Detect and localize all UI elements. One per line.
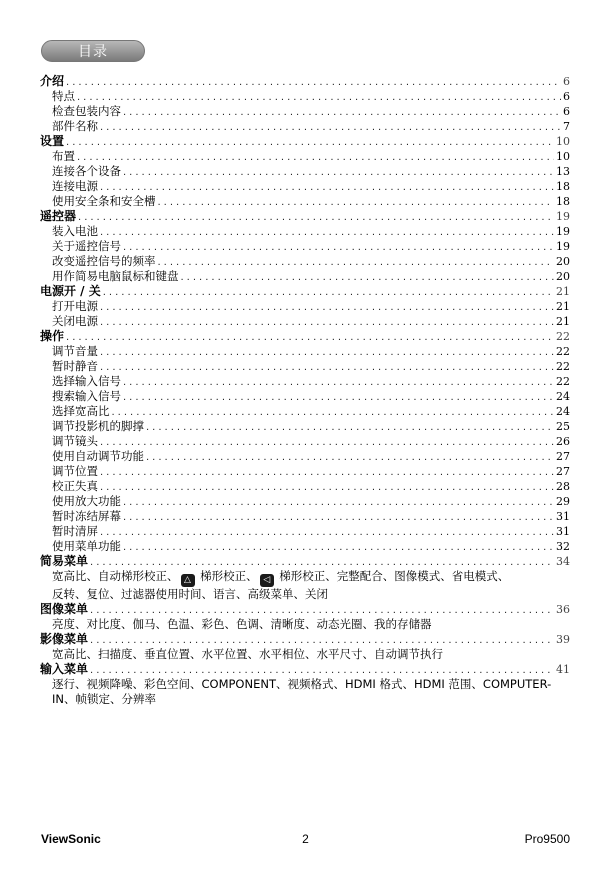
picture-menu-description: 亮度、对比度、伽马、色温、彩色、色调、清晰度、动态光圈、我的存储器: [52, 617, 432, 631]
toc-section-operation[interactable]: [40, 329, 570, 344]
dot-leader: [100, 225, 554, 240]
page-number: 19: [556, 210, 570, 223]
toc-item[interactable]: [40, 224, 570, 239]
toc-item[interactable]: [40, 494, 570, 509]
easy-menu-description-line2: 反转、复位、过滤器使用时间、语言、高级菜单、关闭: [52, 587, 328, 601]
page-number: 27: [556, 465, 570, 478]
dot-leader: [158, 195, 555, 210]
dot-leader: [77, 150, 554, 165]
section-title: 电源开 / 关: [40, 284, 101, 298]
page-number: 22: [556, 330, 570, 343]
page-number: 19: [556, 225, 570, 238]
page-number: 21: [556, 300, 570, 313]
dot-leader: [112, 405, 555, 420]
dot-leader: [100, 345, 554, 360]
page-number: 32: [556, 540, 570, 553]
page-number: 36: [556, 603, 570, 616]
toc-item[interactable]: [40, 449, 570, 464]
item-label: 关闭电源: [52, 314, 98, 328]
item-label: 连接电源: [52, 179, 98, 193]
dot-leader: [90, 555, 554, 570]
dot-leader: [103, 285, 554, 300]
toc-section-power[interactable]: [40, 284, 570, 299]
item-label: 暂时清屏: [52, 524, 98, 538]
page-number: 22: [556, 345, 570, 358]
item-label: 关于遥控信号: [52, 239, 121, 253]
dot-leader: [66, 135, 554, 150]
item-label: 布置: [52, 149, 75, 163]
page-number: 25: [556, 420, 570, 433]
input-menu-description: 逐行、视频降噪、彩色空间、COMPONENT、视频格式、HDMI 格式、HDMI 范围、COMPUTER-: [52, 677, 552, 691]
toc-item[interactable]: [40, 419, 570, 434]
item-label: 调节投影机的脚撑: [52, 419, 144, 433]
dot-leader: [100, 435, 554, 450]
dot-leader: [100, 360, 554, 375]
dot-leader: [123, 105, 561, 120]
item-label: 改变遥控信号的频率: [52, 254, 156, 268]
section-title: 遥控器: [40, 209, 77, 223]
dot-leader: [100, 465, 554, 480]
item-label: 部件名称: [52, 119, 98, 133]
toc-section-image-menu[interactable]: [40, 632, 570, 647]
page-number: 6: [563, 90, 570, 103]
toc-section-easy-menu[interactable]: [40, 554, 570, 569]
keystone-vertical-icon: △: [181, 574, 195, 587]
desc-text: 梯形校正、完整配合、图像模式、省电模式、: [275, 569, 510, 583]
dot-leader: [123, 390, 554, 405]
toc-section-remote[interactable]: [40, 209, 570, 224]
toc-item[interactable]: [40, 179, 570, 194]
section-title: 介绍: [40, 74, 65, 88]
toc-item[interactable]: [40, 479, 570, 494]
dot-leader: [123, 165, 554, 180]
page-number: 6: [563, 105, 570, 118]
page-number: 6: [563, 75, 570, 88]
toc-item[interactable]: [40, 344, 570, 359]
dot-leader: [100, 315, 554, 330]
dot-leader: [78, 210, 554, 225]
toc-heading: 目录: [78, 44, 108, 60]
dot-leader: [123, 495, 554, 510]
item-label: 暂时冻结屏幕: [52, 509, 121, 523]
keystone-horizontal-icon: ◁: [260, 574, 274, 587]
page-number: 31: [556, 525, 570, 538]
item-label: 特点: [52, 89, 75, 103]
section-title: 简易菜单: [40, 554, 89, 568]
section-title: 输入菜单: [40, 662, 89, 676]
page-number: 29: [556, 495, 570, 508]
toc-item[interactable]: [40, 404, 570, 419]
dot-leader: [90, 663, 554, 678]
toc-item[interactable]: [40, 314, 570, 329]
page-number: 7: [563, 120, 570, 133]
item-label: 使用放大功能: [52, 494, 121, 508]
dot-leader: [77, 90, 561, 105]
toc-item[interactable]: [40, 164, 570, 179]
toc-item[interactable]: [40, 374, 570, 389]
toc-item[interactable]: [40, 389, 570, 404]
page-number: 26: [556, 435, 570, 448]
page-number: 27: [556, 450, 570, 463]
item-label: 装入电池: [52, 224, 98, 238]
section-title: 操作: [40, 329, 65, 343]
page-number: 13: [556, 165, 570, 178]
page-number: 22: [556, 360, 570, 373]
item-label: 使用自动调节功能: [52, 449, 144, 463]
toc-item[interactable]: [40, 104, 570, 119]
page-number: 21: [556, 315, 570, 328]
toc-section-input-menu[interactable]: [40, 662, 570, 677]
dot-leader: [66, 330, 554, 345]
page-number: 10: [556, 135, 570, 148]
toc-item[interactable]: [40, 119, 570, 134]
toc-item[interactable]: [40, 434, 570, 449]
desc-text: 宽高比、自动梯形校正、: [52, 569, 179, 583]
dot-leader: [123, 540, 554, 555]
page-number: 18: [556, 195, 570, 208]
footer-model: Pro9500: [524, 832, 570, 846]
section-title: 设置: [40, 134, 65, 148]
dot-leader: [90, 603, 554, 618]
toc-item[interactable]: [40, 509, 570, 524]
page-footer: [41, 832, 570, 846]
item-label: 打开电源: [52, 299, 98, 313]
dot-leader: [123, 375, 554, 390]
item-label: 使用菜单功能: [52, 539, 121, 553]
page-number: 21: [556, 285, 570, 298]
page-number: 31: [556, 510, 570, 523]
page-number: 10: [556, 150, 570, 163]
easy-menu-description: [40, 569, 570, 587]
item-label: 搜索输入信号: [52, 389, 121, 403]
page-number: 24: [556, 390, 570, 403]
dot-leader: [66, 75, 561, 90]
item-label: 调节音量: [52, 344, 98, 358]
item-label: 调节位置: [52, 464, 98, 478]
toc-item[interactable]: [40, 539, 570, 554]
item-label: 选择宽高比: [52, 404, 110, 418]
toc-section-setup[interactable]: [40, 134, 570, 149]
item-label: 连接各个设备: [52, 164, 121, 178]
page-number: 24: [556, 405, 570, 418]
footer-page-number: 2: [302, 832, 309, 846]
page-number: 20: [556, 270, 570, 283]
section-title: 图像菜单: [40, 602, 89, 616]
toc-item[interactable]: [40, 299, 570, 314]
toc-item[interactable]: [40, 269, 570, 284]
item-label: 暂时静音: [52, 359, 98, 373]
page-number: 19: [556, 240, 570, 253]
dot-leader: [146, 450, 554, 465]
toc-heading-pill: [41, 40, 145, 62]
dot-leader: [158, 255, 555, 270]
toc-item[interactable]: [40, 254, 570, 269]
toc-section-intro[interactable]: [40, 74, 570, 89]
table-of-contents: [40, 74, 570, 707]
footer-brand: ViewSonic: [41, 832, 101, 846]
toc-item[interactable]: [40, 239, 570, 254]
page-number: 34: [556, 555, 570, 568]
toc-item[interactable]: [40, 89, 570, 104]
desc-text: 梯形校正、: [196, 569, 258, 583]
dot-leader: [100, 300, 554, 315]
item-label: 用作简易电脑鼠标和键盘: [52, 269, 179, 283]
dot-leader: [100, 480, 554, 495]
page-number: 20: [556, 255, 570, 268]
dot-leader: [90, 633, 554, 648]
dot-leader: [100, 120, 561, 135]
dot-leader: [146, 420, 554, 435]
page-number: 22: [556, 375, 570, 388]
page-number: 28: [556, 480, 570, 493]
item-label: 检查包装内容: [52, 104, 121, 118]
item-label: 选择输入信号: [52, 374, 121, 388]
item-label: 校正失真: [52, 479, 98, 493]
page-number: 39: [556, 633, 570, 646]
toc-item[interactable]: [40, 194, 570, 209]
dot-leader: [100, 525, 554, 540]
toc-item[interactable]: [40, 149, 570, 164]
dot-leader: [100, 180, 554, 195]
toc-item[interactable]: [40, 524, 570, 539]
toc-section-picture-menu[interactable]: [40, 602, 570, 617]
page-number: 18: [556, 180, 570, 193]
dot-leader: [123, 510, 554, 525]
image-menu-description: 宽高比、扫描度、垂直位置、水平位置、水平相位、水平尺寸、自动调节执行: [52, 647, 443, 661]
toc-item[interactable]: [40, 359, 570, 374]
dot-leader: [181, 270, 555, 285]
item-label: 调节镜头: [52, 434, 98, 448]
toc-item[interactable]: [40, 464, 570, 479]
page-number: 41: [556, 663, 570, 676]
item-label: 使用安全条和安全槽: [52, 194, 156, 208]
section-title: 影像菜单: [40, 632, 89, 646]
dot-leader: [123, 240, 554, 255]
input-menu-description-line2: IN、帧锁定、分辨率: [52, 692, 156, 706]
